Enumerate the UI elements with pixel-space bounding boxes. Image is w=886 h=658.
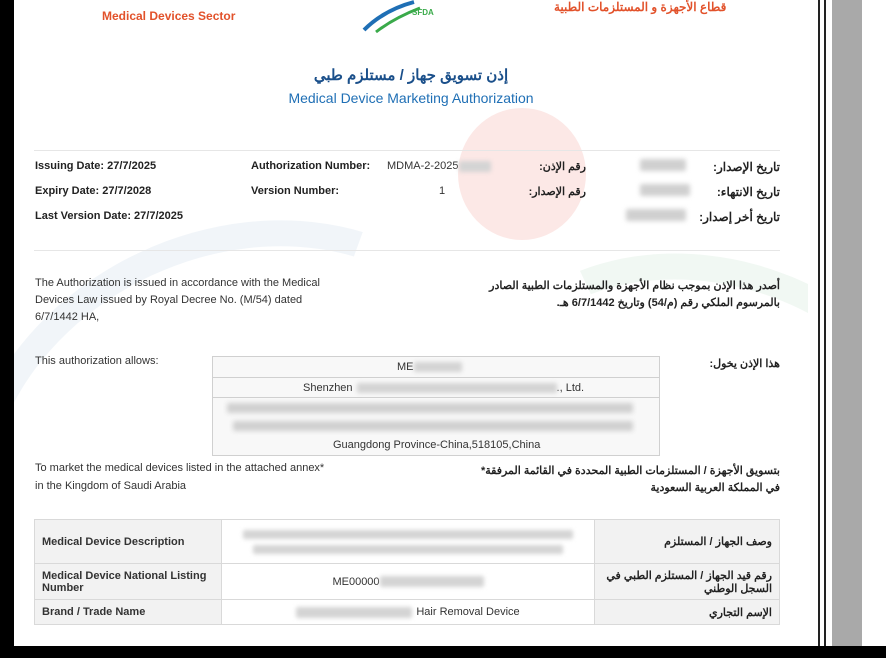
table-row — [35, 564, 780, 600]
info-bottom-rule — [34, 250, 780, 251]
viewer-divider-2 — [824, 0, 826, 658]
company-box-divider-1 — [213, 377, 659, 378]
address-line-redacted-1 — [227, 403, 633, 413]
device-description-label: Medical Device Description — [35, 520, 222, 564]
expiry-date: Expiry Date: 27/7/2028 — [35, 185, 152, 197]
version-number-value: 1 — [439, 185, 446, 197]
last-version-date-label-ar: تاريخ أخر إصدار: — [699, 210, 780, 224]
document-page — [14, 0, 808, 646]
company-info-box — [212, 356, 660, 456]
table-row — [35, 520, 780, 564]
market-text-ar-line1: بتسويق الأجهزة / المستلزمات الطبية المحددة في القائمة المرفقة* — [480, 465, 780, 477]
legal-text-en-line2: Devices Law issued by Royal Decree No. (M/54) dated — [35, 294, 303, 306]
table-row — [35, 600, 780, 625]
issue-date-ar-value — [640, 159, 686, 171]
expiry-date-ar-value — [640, 184, 690, 196]
page-title-en: Medical Device Marketing Authorization — [288, 90, 534, 106]
sector-name-ar: قطاع الأجهزة و المستلزمات الطبية — [554, 0, 727, 14]
market-text-en-line2: in the Kingdom of Saudi Arabia — [35, 480, 187, 492]
authorization-number-value: MDMA-2-2025 — [387, 160, 491, 172]
device-table — [34, 519, 780, 625]
last-version-date-ar-value — [626, 209, 686, 221]
company-name: ME — [397, 361, 462, 373]
watermark-seal — [458, 108, 586, 240]
legal-text-en-line1: The Authorization is issued in accordance with the Medical — [35, 277, 320, 289]
company-box-divider-2 — [213, 397, 659, 398]
device-description-label-ar: وصف الجهاز / المستلزم — [595, 520, 780, 564]
version-number-label-ar: رقم الإصدار: — [528, 186, 586, 198]
logo-text: SFDA — [412, 8, 434, 17]
allows-label-ar: هذا الإذن يخول: — [709, 358, 780, 370]
info-top-rule — [34, 150, 780, 151]
authorization-number-label-ar: رقم الإذن: — [539, 161, 586, 173]
issue-date-label-ar: تاريخ الإصدار: — [712, 160, 780, 174]
market-text-ar-line2: في المملكة العربية السعودية — [650, 482, 780, 494]
national-listing-number-label-ar: رقم قيد الجهاز / المستلزم الطبي في السجل الوطني — [595, 564, 780, 600]
viewer-divider-1 — [818, 0, 820, 658]
device-description-value — [222, 520, 595, 564]
sfda-logo — [354, 0, 444, 34]
viewer-scroll-track[interactable] — [832, 0, 862, 658]
company-legal-name: Shenzhen ., Ltd. — [303, 382, 585, 394]
version-number-label: Version Number: — [251, 185, 340, 197]
brand-name-label-ar: الإسم التجاري — [595, 600, 780, 625]
brand-name-label: Brand / Trade Name — [35, 600, 222, 625]
page-title-ar: إذن تسويق جهاز / مستلزم طبي — [313, 67, 509, 84]
last-version-date: Last Version Date: 27/7/2025 — [35, 210, 183, 222]
expiry-date-label-ar: تاريخ الانتهاء: — [716, 185, 780, 199]
authorization-number-label: Authorization Number: — [251, 160, 371, 172]
national-listing-number-value: ME00000 — [222, 564, 595, 600]
company-address: Guangdong Province-China,518105,China — [333, 439, 541, 451]
allows-label-en: This authorization allows: — [35, 355, 159, 367]
sector-name-en: Medical Devices Sector — [102, 9, 236, 23]
issuing-date: Issuing Date: 27/7/2025 — [35, 160, 157, 172]
legal-text-ar-line1: أصدر هذا الإذن بموجب نظام الأجهزة والمستلزمات الطبية الصادر — [489, 280, 780, 292]
legal-text-en-line3: 6/7/1442 HA, — [35, 311, 100, 323]
brand-name-value: Hair Removal Device — [222, 600, 595, 625]
national-listing-number-label: Medical Device National Listing Number — [35, 564, 222, 600]
address-line-redacted-2 — [233, 421, 633, 431]
legal-text-ar-line2: بالمرسوم الملكي رقم (م/54) وتاريخ 6/7/1442 هـ. — [556, 297, 780, 309]
viewer-bottom-edge — [0, 646, 886, 658]
market-text-en-line1: To market the medical devices listed in the attached annex* — [35, 462, 325, 474]
